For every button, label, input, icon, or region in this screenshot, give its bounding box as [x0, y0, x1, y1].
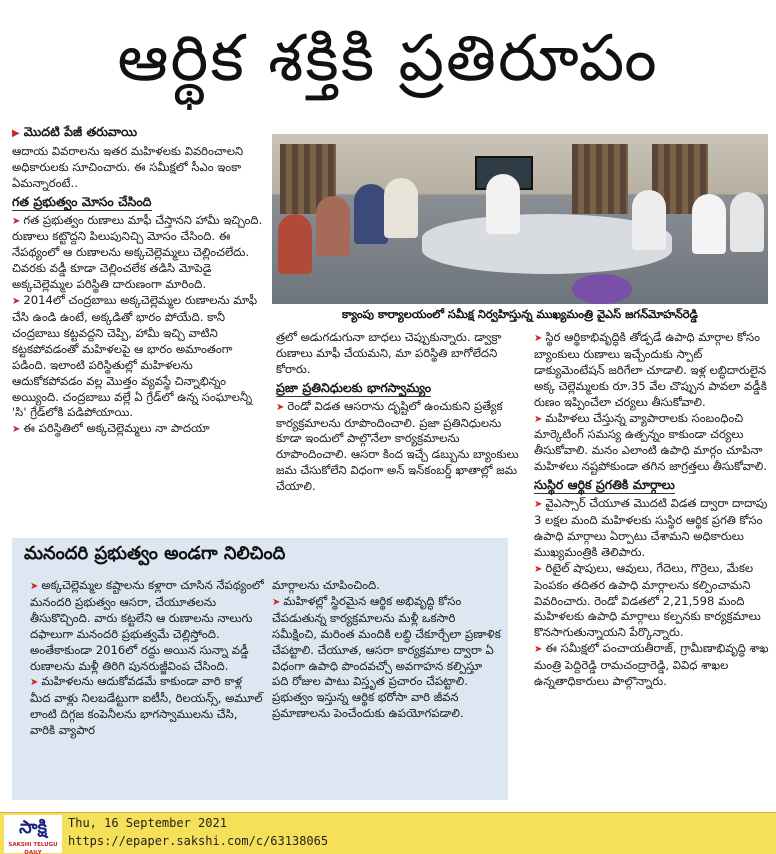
- headline: ఆర్థిక శక్తికి ప్రతిరూపం: [117, 22, 659, 96]
- person: [354, 184, 388, 244]
- epaper-url[interactable]: https://epaper.sakshi.com/c/63138065: [68, 834, 329, 848]
- column-2: [276, 330, 524, 495]
- paragraph: ➤ రిటైల్ షాపులు, ఆవులు, గేదెలు, గొర్రెలు, మేకల పెంపకం తదితర ఉపాధి మార్గాలను కల్పించామని వివరించారు. రెండో విడతలో 2,21,598 మంది మహిళలకు ఉపాధి మార్గాలు కల్పనకు కార్యక్రమాలు కొనసాగుతున్నాయని పేర్కొన్నారు.: [534, 561, 770, 642]
- edition-date: Thu, 16 September 2021: [68, 816, 227, 830]
- column-1: [12, 124, 266, 438]
- paragraph: ➤ 2014లో చంద్రబాబు అక్కచెల్లెమ్మల రుణాలను మాఫీ చేసి ఉండి ఉంటే, అక్కడితో భారం పోయేది. కానీ చంద్రబాబు కట్టవద్దని చెప్పి, హామీ ఇచ్చి వాటిని కట్టకపోవడంతో మహిళలపై ఆ భారం అమాంతంగా పడింది. ఇలాంటి పరిస్థితుల్లో మహిళలను ఆదుకోకపోవడం వల్ల మొత్తం వ్యవస్థే చిన్నాభిన్నం అయ్యింది. చంద్రబాబు వల్లే ఏ గ్రేడ్‌లో ఉన్న సంఘాలన్నీ 'సి' గ్రేడ్‌లోకి పడిపోయాయి.: [12, 293, 266, 421]
- column-3: [534, 330, 770, 690]
- paragraph: ➤ ఈ సమీక్షలో పంచాయతీరాజ్, గ్రామీణాభివృద్ధి శాఖ మంత్రి పెద్దిరెడ్డి రామచంద్రారెడ్డి, వివిధ శాఖల ఉన్నతాధికారులు పాల్గొన్నారు.: [534, 641, 770, 690]
- subheading-past-government: గత ప్రభుత్వం మోసం చేసింది: [12, 193, 152, 209]
- paragraph: ➤ రెండో విడత ఆసరాను దృష్టిలో ఉంచుకుని ప్రత్యేక కార్యక్రమాలను రూపొందించాలి. ప్రజా ప్రతినిధులను కూడా ఇందులో పాల్గొనేలా కార్యక్రమాలను రూపొందించాలి. ఆసరా కింద ఇచ్చే డబ్బును బ్యాంకులు జమ చేసుకోలేని విధంగా అన్ ఇన్‌కంబర్డ్ ఖాతాల్లో జమ చేయాలి.: [276, 399, 524, 495]
- paragraph: ➤ మహిళలు చేస్తున్న వ్యాపారాలకు సంబంధించి మార్కెటింగ్ సమస్య ఉత్పన్నం కాకుండా చర్యలు తీసుకోవాలి. మనం ఎలాంటి ఉపాధి మార్గం చూపినా మహిళలు నష్టపోకుండా తగిన జాగ్రత్తలు తీసుకోవాలి.: [534, 411, 770, 476]
- logo-subtext: SAKSHI TELUGU DAILY: [8, 842, 58, 854]
- person: [316, 196, 350, 256]
- bookshelf: [572, 144, 628, 214]
- photo-caption: క్యాంపు కార్యాలయంలో సమీక్ష నిర్వహిస్తున్న ముఖ్యమంత్రి వైఎస్ జగన్‌మోహన్‌రెడ్డి: [342, 307, 698, 321]
- subheading-representatives: ప్రజా ప్రతినిధులకు భాగస్వామ్యం: [276, 379, 432, 395]
- intro-paragraph: ఆదాయ వివరాలను ఇతర మహిళలకు వివరించాలని అధికారులకు సూచించారు. ఈ సమీక్షలో సీఎం ఇంకా ఏమన్నారంటే..: [12, 143, 244, 190]
- person: [730, 192, 764, 252]
- box-right-column: [272, 578, 502, 722]
- paragraph: ➤ స్థిర ఆర్థికాభివృద్ధికి తోడ్పడే ఉపాధి మార్గాల కోసం బ్యాంకులు రుణాలు ఇచ్చేందుకు స్పాట్ డాక్యుమెంటేషన్ జరిగేలా చూడాలి. ఇళ్ల లబ్ధిదారులైన అక్క చెల్లెమ్మలకు రూ.35 వేల చొప్పున పావలా వడ్డీకి రుణం ఇప్పించేలా చర్యలు తీసుకోవాలి.: [534, 330, 770, 411]
- flower-arrangement: [572, 274, 632, 304]
- paragraph: త్రలో అడుగడుగునా బాధలు చెప్పుకున్నారు. డ్వాక్రా రుణాలు మాఫీ చేయమని, మా పరిస్థితి బాగోలేదని కోరారు.: [276, 330, 502, 376]
- box-left-column: [30, 578, 266, 739]
- logo-text: సాక్షి: [19, 817, 47, 838]
- person: [486, 174, 520, 234]
- person: [632, 190, 666, 250]
- footer-bar: [0, 812, 776, 854]
- box-title: మనందరి ప్రభుత్వం అండగా నిలిచింది: [24, 543, 286, 564]
- paragraph: ➤ గత ప్రభుత్వం రుణాలు మాఫీ చేస్తానని హామీ ఇచ్చింది. రుణాలు కట్టొద్దని పిలుపునిచ్చి మోసం చేసింది. ఈ నేపథ్యంలో ఆ రుణాలను అక్కచెల్లెమ్మలు చెల్లించలేదు. చివరకు వడ్డీ కూడా చెల్లించలేక తడిసి మోపెడై అక్కచెల్లెమ్మల పరిస్థితి దారుణంగా మారింది.: [12, 213, 266, 294]
- sakshi-logo: [4, 815, 62, 853]
- person: [278, 214, 312, 274]
- paragraph: ➤ ఈ పరిస్థితిలో అక్కచెల్లెమ్మలు నా పాదయా: [12, 421, 266, 438]
- paragraph: ➤ మహిళలను ఆదుకోవడమే కాకుండా వారి కాళ్ల మీద వాళ్లు నిలబడేట్టుగా ఐటీసీ, రిలయన్స్, అమూల్ లాంటి దిగ్గజ కంపెనీలను భాగస్వాములను చేసి, వారికి వ్యాపార: [30, 674, 266, 739]
- meeting-photo: [272, 134, 768, 304]
- paragraph: మార్గాలను చూపించింది.: [272, 578, 380, 592]
- continued-tag: ▶ మొదటి పేజీ తరువాయి: [12, 124, 266, 142]
- paragraph: ➤ మహిళల్లో స్థిరమైన ఆర్థిక అభివృద్ధి కోసం చేపడుతున్న కార్యక్రమాలను మళ్లీ ఒకసారి సమీక్షించి, మరింత మందికి లబ్ధి చేకూర్చేలా ప్రణాళిక చేపట్టాలి. చేయూత, ఆసరా కార్యక్రమాల ద్వారా ఏ విధంగా ఉపాధి పొందవచ్చో అవగాహన కల్పిస్తూ పది రోజుల పాటు విస్తృత ప్రచారం చేపట్టాలి. ప్రభుత్వం ఇస్తున్న ఆర్థిక భరోసా వారి జీవన ప్రమాణాలను పెంచేందుకు ఉపయోగపడాలి.: [272, 594, 502, 722]
- paragraph: ➤ అక్కచెల్లెమ్మల కష్టాలను కళ్లారా చూసిన నేపథ్యంలో మనందరి ప్రభుత్వం ఆసరా, చేయూతలను తీసుకొచ్చింది. వారు కట్టలేని ఆ రుణాలను నాలుగు దఫాలుగా మనందరి ప్రభుత్వమే చెల్లిస్తోంది. అంతేకాకుండా 2016లో రద్దు అయిన సున్నా వడ్డీ రుణాలను మళ్లీ తిరిగి పునరుజ్జీవింప చేసింది.: [30, 578, 266, 674]
- subheading-sustainable-progress: సుస్థిర ఆర్థిక ప్రగతికి మార్గాలు: [534, 477, 675, 493]
- paragraph: ➤ వైఎస్సార్ చేయూత మొదటి విడత ద్వారా దాదాపు 3 లక్షల మంది మహిళలకు సుస్థిర ఆర్థిక ప్రగతి కోసం ఉపాధి మార్గాలు ఏర్పాటు చేశామని అధికారులు ముఖ్యమంత్రికి తెలిపారు.: [534, 496, 770, 561]
- person: [384, 178, 418, 238]
- person: [692, 194, 726, 254]
